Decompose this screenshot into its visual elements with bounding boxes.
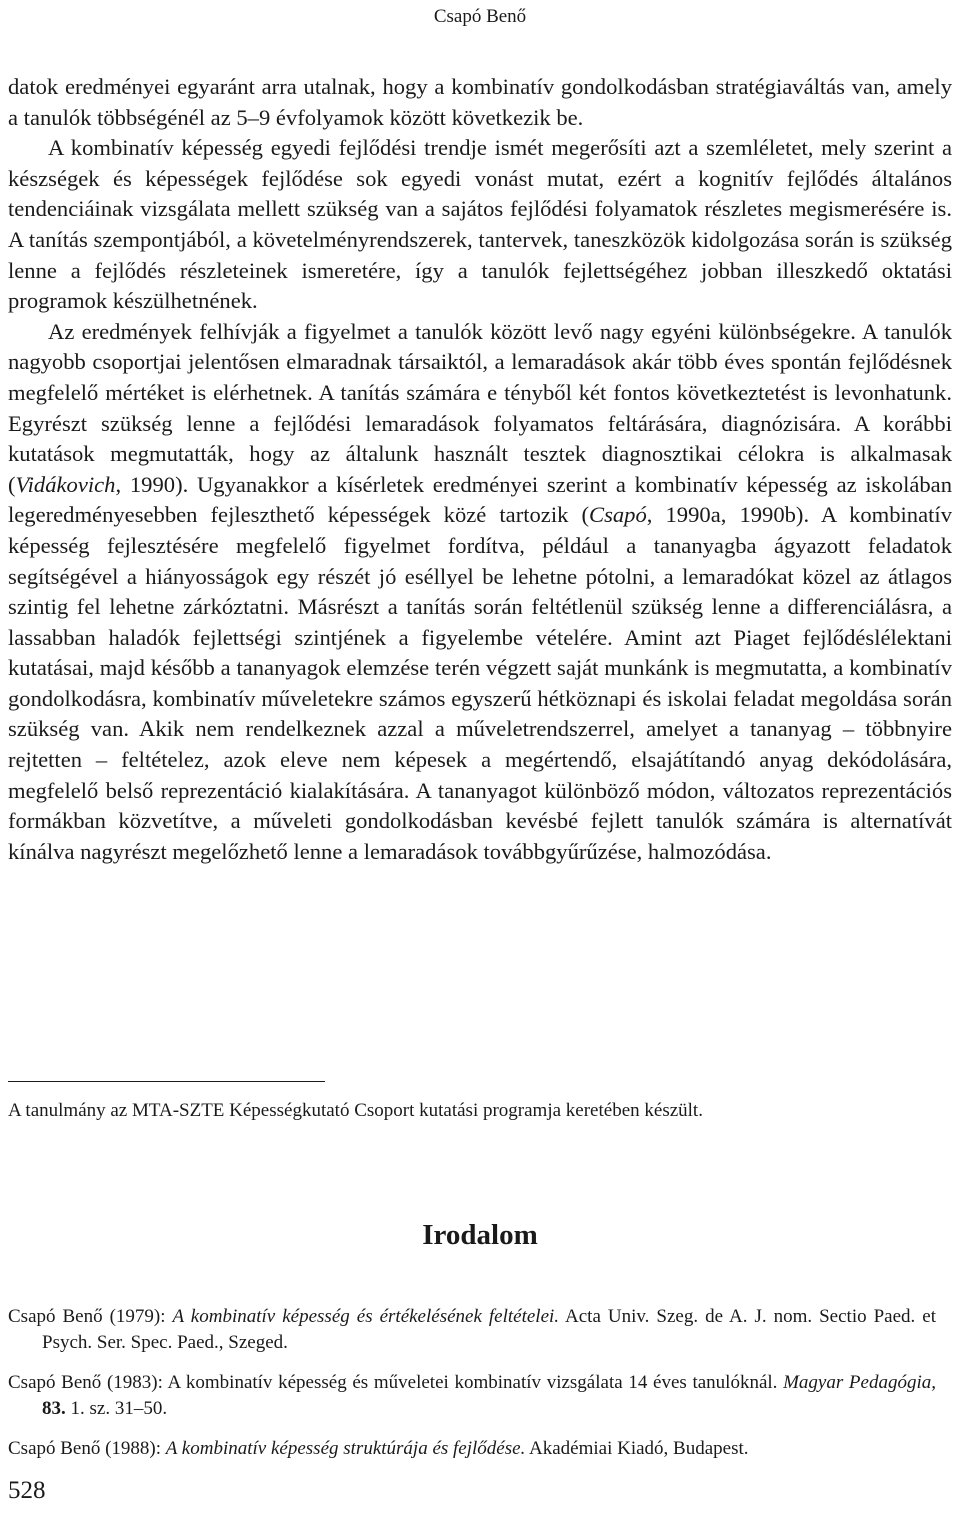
reference-publication: Akadémiai Kiadó, Budapest. <box>525 1438 749 1459</box>
paragraph-text-segment: , 1990a, 1990b). A kombinatív képesség fejlesztésére megfelelő figyelmet fordítva, például a tananyagba ágyazott feladatok segítségével a hiányosságok egy részét jó eséllyel be lehetne pótolni, a lemaradókat közel az átlagos szintig fel lehetne zárkóztatni. Másrészt a tanítás során feltétlenül szükség lenne a differenciálásra, a lassabban haladók fejlettségi szintjének a figyelembe vételére. Amint azt Piaget fejlődéslélektani kutatásai, majd később a tananyagok elemzése terén végzett saját munkánk is megmutatta, a kombinatív gondolkodásra, kombinatív műveletekre számos egyszerű hétköznapi és iskolai feladat megoldása során szükség van. Akik nem rendelkeznek azzal a műveletrendszerrel, amelyet a tananyag – többnyire rejtetten – feltételez, azok eleve nem képesek a megértendő, elsajátítandó anyag dekódolására, megfelelő belső reprezentáció kialakítására. A tananyagot különböző módon, változatos reprezentációs formákban közvetítve, a műveleti gondolkodásban kevésbé fejlett tanulók számára is alternatívát kínálva nagyrészt megelőzhető lenne a lemaradások továbbgyűrűzése, halmozódása. <box>8 502 952 864</box>
page-number: 528 <box>8 1477 46 1504</box>
reference-publication: 1. sz. 31–50. <box>65 1397 168 1419</box>
paragraph-continued: datok eredményei egyaránt arra utalnak, hogy a kombinatív gondolkodásban stratégiaváltás van, amely a tanulók többségénél az 5–9 évfolyamok között következik be. <box>8 74 952 130</box>
reference-title: A kombinatív képesség struktúrája és fejlődése. <box>165 1438 526 1459</box>
running-head-author: Csapó Benő <box>433 6 527 27</box>
references-heading: Irodalom <box>422 1219 538 1251</box>
reference-item <box>8 1436 936 1462</box>
reference-author: Csapó Benő (1979): <box>8 1306 173 1327</box>
reference-item <box>8 1304 936 1355</box>
footnote-acknowledgement: A tanulmány az MTA-SZTE Képességkutató Csoport kutatási programja keretében készült. <box>8 1100 703 1121</box>
reference-list <box>8 1304 936 1477</box>
reference-title: A kombinatív képesség és műveletei kombinatív vizsgálata 14 éves tanulóknál. <box>167 1372 784 1393</box>
paragraph-individual-differences <box>8 317 952 868</box>
footnote-divider <box>8 1081 325 1082</box>
citation-author: Csapó <box>589 502 647 528</box>
reference-journal: Magyar Pedagógia, <box>783 1372 936 1393</box>
paragraph-text-segment: Az eredmények felhívják a figyelmet a tanulók között levő nagy egyéni különbségekre. A tanulók nagyobb csoportjai jelentősen elmaradnak társaiktól, a lemaradások akár több éves spontán fejlődésnek megfelelő mértéket is elérhetnek. A tanítás számára e tényből két fontos következtetést is levonhatunk. Egyrészt szükség lenne a fejlődési lemaradások folyamatos feltárására, diagnózisára. A korábbi kutatások megmutatták, hogy az általunk használt tesztek diagnosztikai célokra is alkalmasak ( <box>8 318 952 497</box>
main-body-text <box>8 72 952 867</box>
reference-volume: 83. <box>42 1397 66 1419</box>
reference-title: A kombinatív képesség és értékelésének feltételei. <box>172 1306 560 1327</box>
paragraph-text-segment: , 1990). Ugyanakkor a kísérletek eredményei szerint a kombinatív képesség az iskolában legeredményesebben fejleszthető képességek közé tartozik ( <box>8 471 952 528</box>
paragraph-developmental-trend: A kombinatív képesség egyedi fejlődési trendje ismét megerősíti azt a szemléletet, mely szerint a készségek és képességek fejlődése sok egyedi vonást mutat, ezért a kognitív fejlődés általános tendenciáinak vizsgálata mellett szükség van a sajátos fejlődési folyamatok részletes megismerésére is. A tanítás szempontjából, a követelményrendszerek, tantervek, taneszközök kidolgozása során is szükség lenne a fejlődés részleteinek ismeretére, így a tanulók fejlettségéhez jobban illeszkedő oktatási programok készülhetnének. <box>8 135 952 314</box>
reference-publication: Acta Univ. Szeg. de A. J. nom. Sectio Paed. et Psych. Ser. Spec. Paed., Szeged. <box>42 1306 937 1353</box>
citation-author: Vidákovich <box>15 471 116 497</box>
reference-author: Csapó Benő (1988): <box>8 1438 166 1459</box>
reference-item <box>8 1370 936 1421</box>
reference-author: Csapó Benő (1983): <box>8 1372 168 1393</box>
